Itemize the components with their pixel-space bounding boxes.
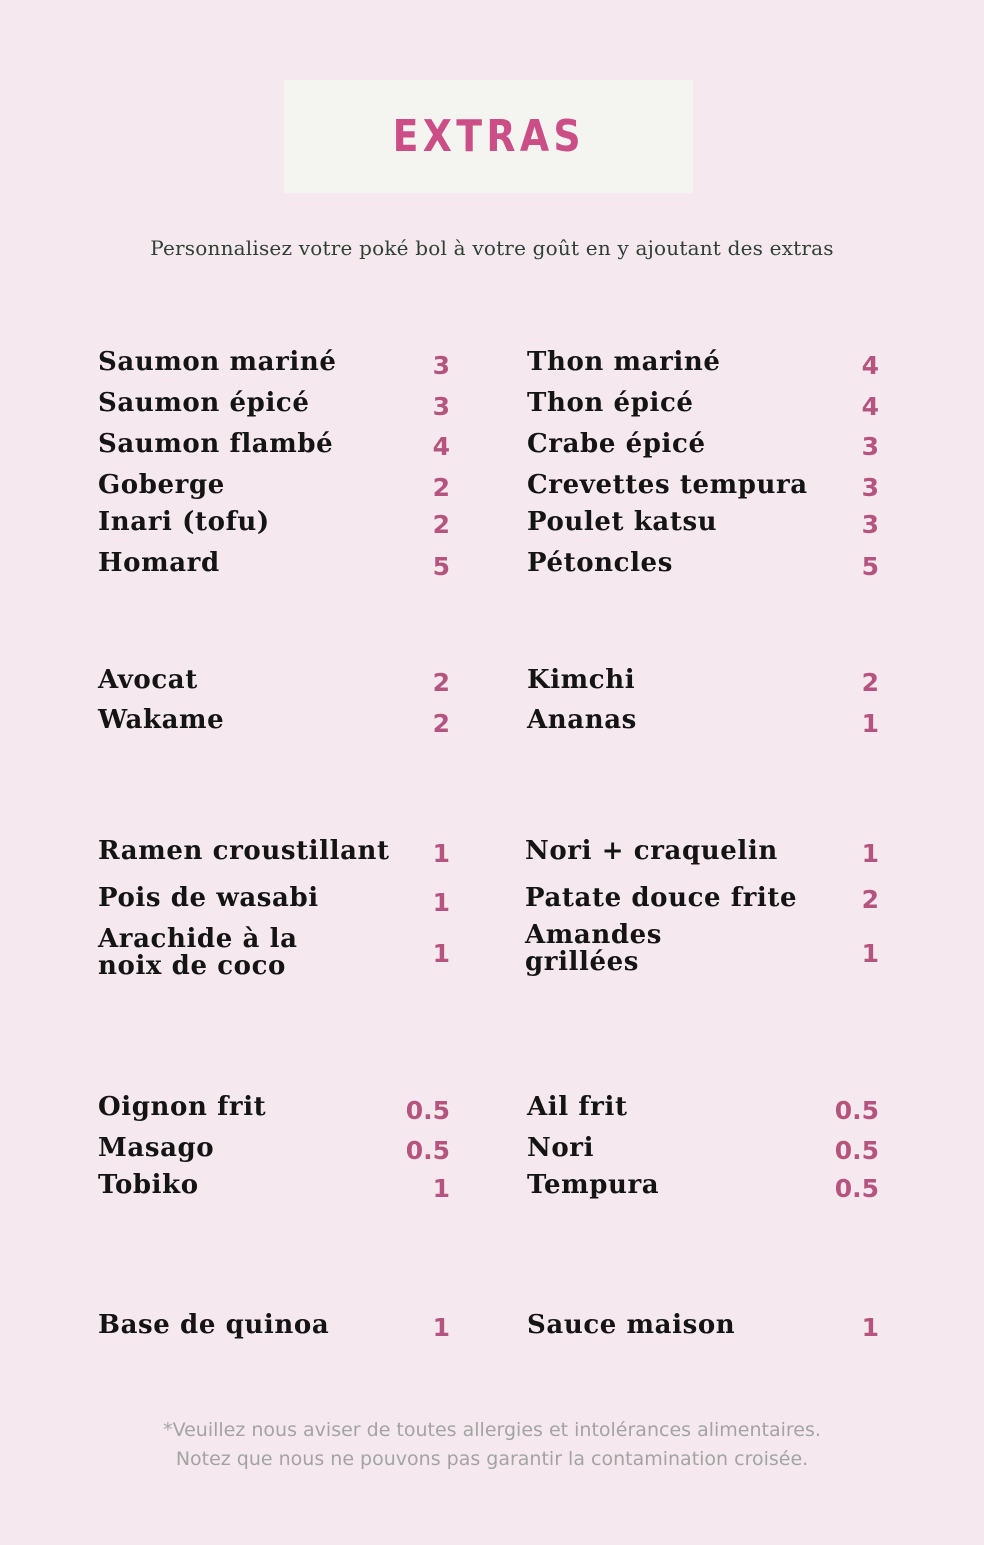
allergy-notice: *Veuillez nous aviser de toutes allergies et intolérances alimentaires. (163, 1419, 821, 1441)
menu-item-price: 1 (861, 709, 879, 738)
menu-item-amandes-line2: grillées (525, 947, 640, 977)
menu-item-price: 3 (861, 510, 879, 539)
menu-item-amandes: Amandes (525, 920, 662, 950)
menu-item-arachide-a-la: Arachide à la (98, 924, 298, 954)
menu-item-price: 1 (432, 888, 450, 917)
menu-item-crevettes-tempura: Crevettes tempura (527, 470, 808, 500)
menu-item-patate-douce-frite: Patate douce frite (525, 883, 798, 913)
menu-item-masago: Masago (98, 1133, 215, 1163)
menu-item-base-de-quinoa: Base de quinoa (98, 1310, 330, 1340)
menu-item-goberge: Goberge (98, 470, 225, 500)
menu-item-price: 1 (432, 939, 450, 968)
menu-item-price: 4 (861, 392, 879, 421)
menu-item-price: 5 (861, 552, 879, 581)
menu-item-thon-marine: Thon mariné (527, 347, 721, 377)
menu-item-nori: Nori (527, 1133, 595, 1163)
menu-item-price: 2 (861, 668, 879, 697)
menu-item-ail-frit: Ail frit (527, 1092, 628, 1122)
menu-item-saumon-epice: Saumon épicé (98, 388, 310, 418)
menu-item-ramen-croustillant: Ramen croustillant (98, 836, 390, 866)
menu-item-price: 2 (432, 510, 450, 539)
menu-item-pois-de-wasabi: Pois de wasabi (98, 883, 319, 913)
menu-item-price: 3 (432, 351, 450, 380)
menu-item-price: 5 (432, 552, 450, 581)
menu-item-ananas: Ananas (527, 705, 637, 735)
menu-item-avocat: Avocat (98, 665, 198, 695)
menu-item-price: 2 (432, 473, 450, 502)
menu-item-oignon-frit: Oignon frit (98, 1092, 267, 1122)
menu-item-crabe-epice: Crabe épicé (527, 429, 706, 459)
menu-item-inari-tofu: Inari (tofu) (98, 507, 270, 537)
menu-item-price: 3 (432, 392, 450, 421)
menu-item-kimchi: Kimchi (527, 665, 636, 695)
menu-item-tobiko: Tobiko (98, 1170, 199, 1200)
menu-item-price: 3 (861, 473, 879, 502)
menu-item-price: 2 (861, 885, 879, 914)
menu-item-saumon-flambe: Saumon flambé (98, 429, 334, 459)
menu-item-poulet-katsu: Poulet katsu (527, 507, 718, 537)
menu-item-wakame: Wakame (98, 705, 225, 735)
menu-item-nori-craquelin: Nori + craquelin (525, 836, 778, 866)
menu-item-sauce-maison: Sauce maison (527, 1310, 736, 1340)
title-box (284, 80, 693, 193)
menu-item-homard: Homard (98, 548, 220, 578)
page-subtitle: Personnalisez votre poké bol à votre goût en y ajoutant des extras (150, 236, 834, 260)
menu-item-price: 3 (861, 432, 879, 461)
menu-item-price: 1 (432, 1174, 450, 1203)
menu-item-price: 0.5 (834, 1136, 879, 1165)
menu-item-price: 1 (432, 839, 450, 868)
menu-item-petoncles: Pétoncles (527, 548, 673, 578)
menu-item-price: 1 (432, 1313, 450, 1342)
menu-item-thon-epice: Thon épicé (527, 388, 694, 418)
menu-item-price: 1 (861, 839, 879, 868)
menu-item-price: 2 (432, 709, 450, 738)
menu-item-price: 1 (861, 1313, 879, 1342)
menu-item-price: 0.5 (405, 1096, 450, 1125)
menu-item-price: 1 (861, 939, 879, 968)
menu-item-price: 2 (432, 668, 450, 697)
menu-item-tempura: Tempura (527, 1170, 660, 1200)
menu-item-saumon-marine: Saumon mariné (98, 347, 337, 377)
menu-item-price: 4 (432, 432, 450, 461)
menu-item-arachide-a-la-line2: noix de coco (98, 951, 286, 981)
menu-item-price: 0.5 (834, 1174, 879, 1203)
cross-contamination-notice: Notez que nous ne pouvons pas garantir la contamination croisée. (175, 1448, 809, 1470)
menu-item-price: 0.5 (834, 1096, 879, 1125)
menu-item-price: 0.5 (405, 1136, 450, 1165)
menu-item-price: 4 (861, 351, 879, 380)
page-title: EXTRAS (392, 111, 585, 162)
